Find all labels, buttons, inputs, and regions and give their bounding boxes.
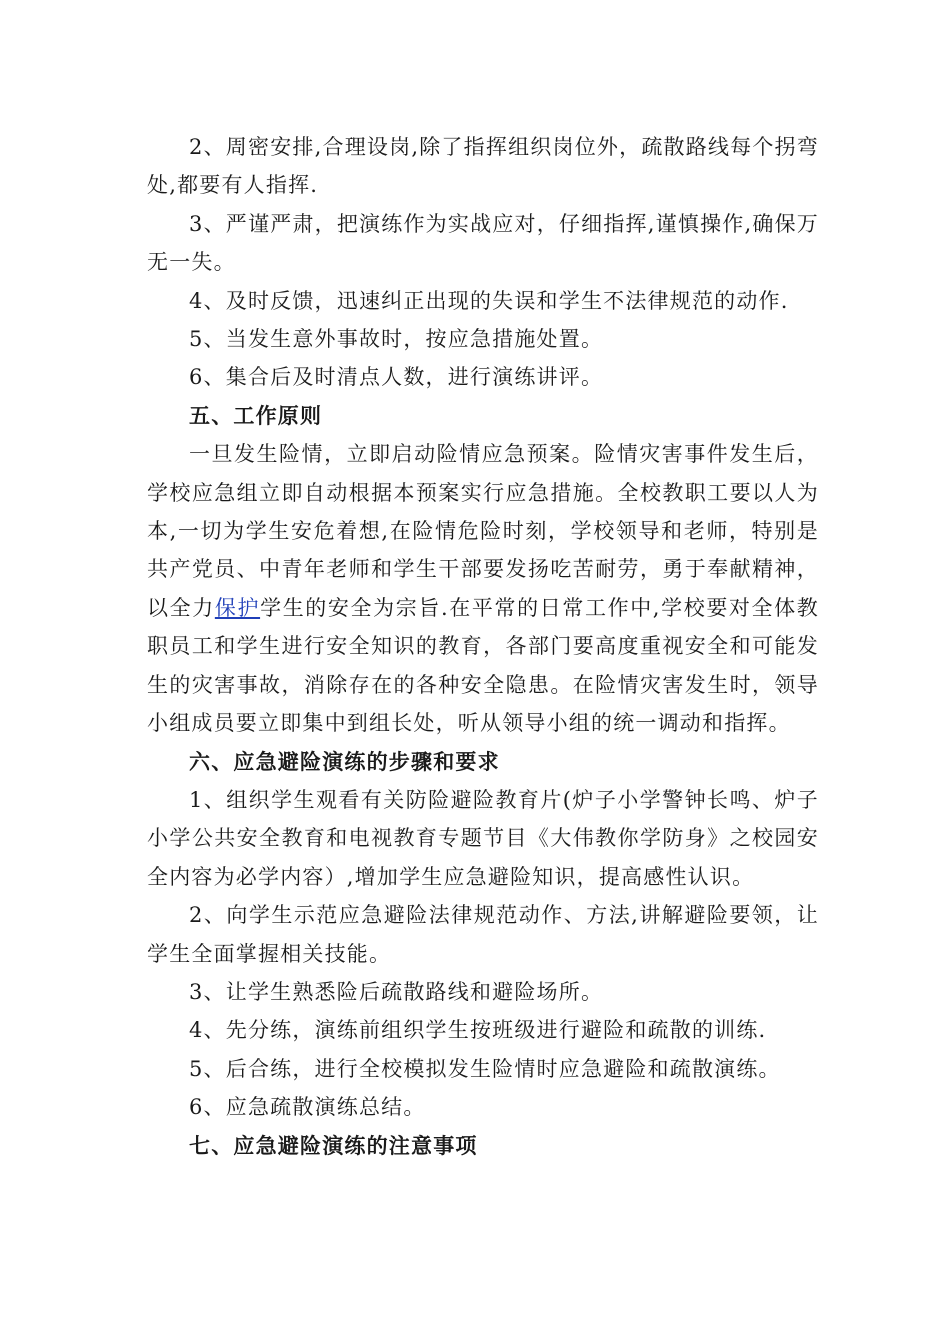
paragraph-item-5: 5、当发生意外事故时，按应急措施处置。 [189,327,604,352]
paragraph-item-3: 3、严谨严肃，把演练作为实战应对，仔细指挥,谨慎操作,确保万无一失。 [147,211,819,275]
step-item-2: 2、向学生示范应急避险法律规范动作、方法,讲解避险要领，让学生全面掌握相关技能。 [147,903,819,966]
paragraph-item-4: 4、及时反馈，迅速纠正出现的失误和学生不法律规范的动作. [189,288,789,313]
paragraph-item-2: 2、周密安排,合理设岗,除了指挥组织岗位外，疏散路线每个拐弯处,都要有人指挥. [147,135,819,198]
paragraph-item-6: 6、集合后及时清点人数，进行演练讲评。 [189,365,604,390]
step-item-4: 4、先分练，演练前组织学生按班级进行避险和疏散的训练. [189,1018,767,1043]
work-principle-paragraph [147,435,819,742]
section-heading-5: 五、工作原则 [189,402,323,428]
document-page [147,128,819,1165]
step-item-1: 1、组织学生观看有关防险避险教育片(炉子小学警钟长鸣、炉子小学公共安全教育和电视教育专题节目《大伟教你学防身》之校园安全内容为必学内容）,增加学生应急避险知识，提高感性认识。 [147,787,819,889]
step-item-6: 6、应急疏散演练总结。 [189,1095,426,1120]
step-item-3: 3、让学生熟悉险后疏散路线和避险场所。 [189,979,604,1004]
step-item-5: 5、后合练，进行全校模拟发生险情时应急避险和疏散演练。 [189,1056,781,1081]
protect-link[interactable]: 保护 [214,595,261,620]
principle-text-before: 一旦发生险情，立即启动险情应急预案。险情灾害事件发生后，学校应急组立即自动根据本预案实行应急措施。全校教职工要以人为本,一切为学生安危着想,在险情危险时刻，学校领导和老师，特别是共产党员、中青年老师和学生干部要发扬吃苦耐劳，勇于奉献精神，以全力 [147,442,819,620]
principle-text-after: 学生的安全为宗旨.在平常的日常工作中,学校要对全体教职员工和学生进行安全知识的教育，各部门要高度重视安全和可能发生的灾害事故，消除存在的各种安全隐患。在险情灾害发生时，领导小组成员要立即集中到组长处，听从领导小组的统一调动和指挥。 [147,595,819,736]
section-heading-7: 七、应急避险演练的注意事项 [189,1132,478,1158]
section-heading-6: 六、应急避险演练的步骤和要求 [189,748,500,774]
